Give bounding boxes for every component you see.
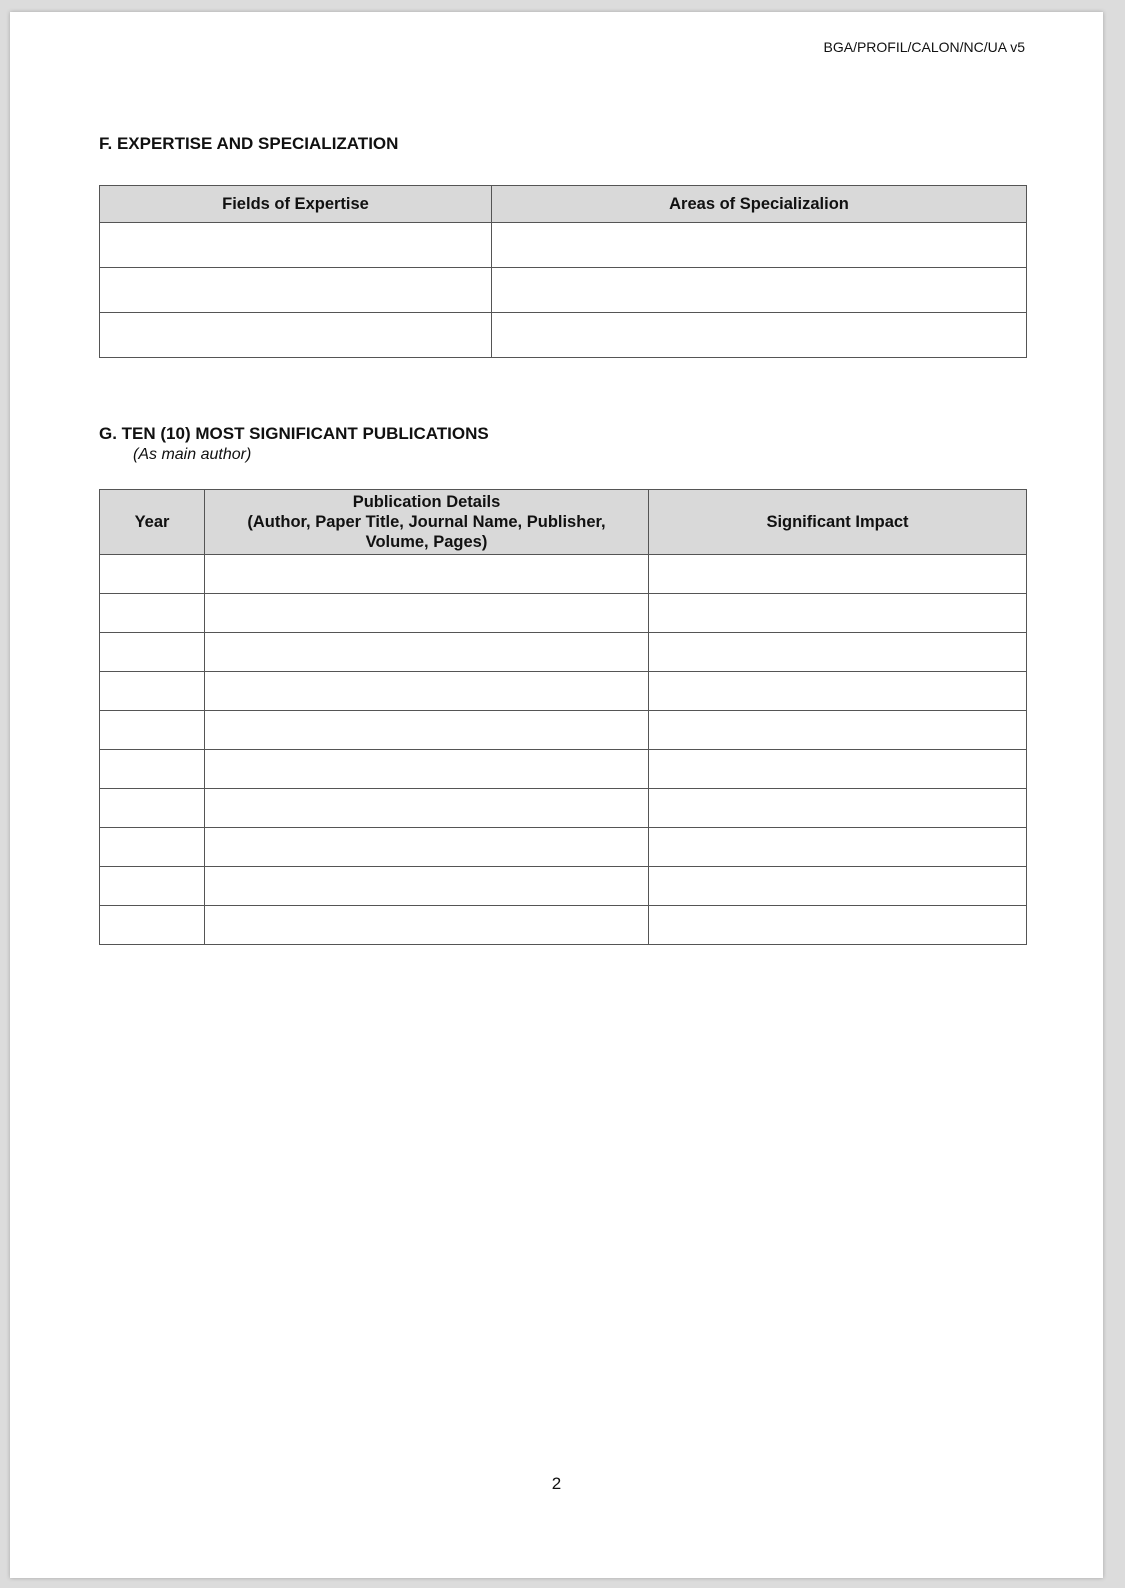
table-cell[interactable] [100, 594, 205, 633]
table-cell[interactable] [492, 223, 1027, 268]
column-header-fields: Fields of Expertise [100, 186, 492, 223]
table-row [100, 313, 1027, 358]
table-row [100, 828, 1027, 867]
page-number: 2 [551, 1474, 562, 1493]
document-code: BGA/PROFIL/CALON/NC/UA v5 [823, 39, 1025, 55]
column-header-details [205, 490, 649, 555]
table-row [100, 594, 1027, 633]
table-cell[interactable] [100, 711, 205, 750]
table-cell[interactable] [205, 867, 649, 906]
table-cell[interactable] [100, 750, 205, 789]
table-row [100, 223, 1027, 268]
table-cell[interactable] [649, 750, 1027, 789]
table-row [100, 867, 1027, 906]
table-cell[interactable] [649, 555, 1027, 594]
table-cell[interactable] [492, 313, 1027, 358]
table-cell[interactable] [205, 906, 649, 945]
table-row [100, 711, 1027, 750]
expertise-table [99, 185, 1027, 358]
document-page [10, 12, 1103, 1578]
details-line-2: (Author, Paper Title, Journal Name, Publisher, [247, 513, 606, 531]
table-cell[interactable] [205, 672, 649, 711]
table-cell[interactable] [100, 313, 492, 358]
table-cell[interactable] [649, 711, 1027, 750]
table-cell[interactable] [100, 223, 492, 268]
table-cell[interactable] [205, 633, 649, 672]
table-cell[interactable] [649, 633, 1027, 672]
table-cell[interactable] [100, 555, 205, 594]
table-cell[interactable] [100, 906, 205, 945]
table-cell[interactable] [649, 867, 1027, 906]
table-cell[interactable] [205, 789, 649, 828]
table-cell[interactable] [492, 268, 1027, 313]
table-cell[interactable] [649, 906, 1027, 945]
table-row [100, 633, 1027, 672]
table-cell[interactable] [205, 555, 649, 594]
section-f-title: F. EXPERTISE AND SPECIALIZATION [99, 134, 399, 153]
details-line-3: Volume, Pages) [365, 533, 488, 551]
table-cell[interactable] [100, 633, 205, 672]
table-cell[interactable] [100, 867, 205, 906]
table-cell[interactable] [649, 594, 1027, 633]
table-row [100, 906, 1027, 945]
table-cell[interactable] [205, 750, 649, 789]
table-row [100, 555, 1027, 594]
table-row [100, 268, 1027, 313]
table-cell[interactable] [100, 672, 205, 711]
table-cell[interactable] [649, 789, 1027, 828]
table-cell[interactable] [100, 789, 205, 828]
section-g-title: G. TEN (10) MOST SIGNIFICANT PUBLICATIONS [99, 424, 489, 443]
table-cell[interactable] [205, 828, 649, 867]
table-cell[interactable] [649, 672, 1027, 711]
details-line-1: Publication Details [352, 493, 501, 511]
column-header-year: Year [100, 490, 205, 555]
column-header-areas: Areas of Specializalion [492, 186, 1027, 223]
table-cell[interactable] [205, 711, 649, 750]
table-row [100, 789, 1027, 828]
table-cell[interactable] [649, 828, 1027, 867]
table-cell[interactable] [205, 594, 649, 633]
publications-table [99, 489, 1027, 945]
table-cell[interactable] [100, 268, 492, 313]
table-row [100, 672, 1027, 711]
column-header-impact: Significant Impact [649, 490, 1027, 555]
section-g-subtitle: (As main author) [133, 446, 252, 463]
table-cell[interactable] [100, 828, 205, 867]
table-row [100, 750, 1027, 789]
